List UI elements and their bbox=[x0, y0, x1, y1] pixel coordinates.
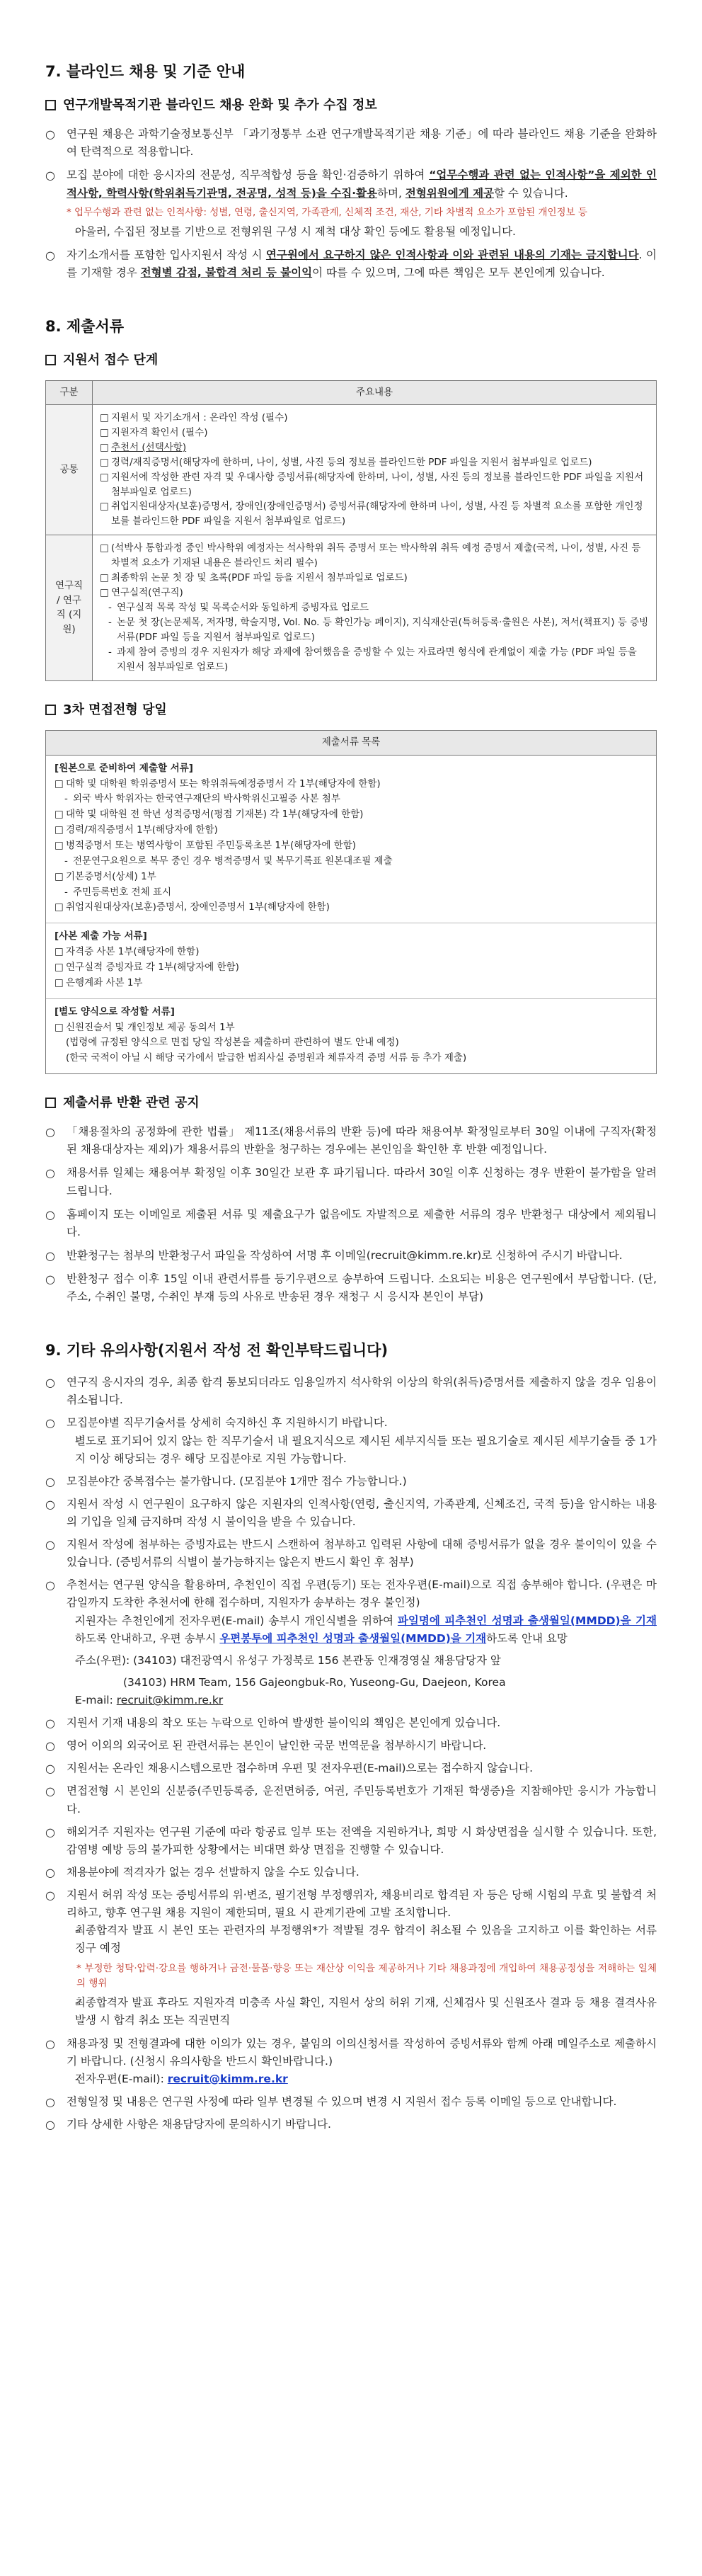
row-category: 연구직 / 연구직 (지원) bbox=[46, 535, 93, 680]
table-line: □ 지원서 및 자기소개서 : 온라인 작성 (필수) bbox=[100, 411, 649, 426]
table-line: □ 경력/재직증명서(해당자에 한하며, 나이, 성별, 사진 등의 정보를 블라인드한 PDF 파일을 지원서 첨부파일로 업로드) bbox=[100, 455, 649, 470]
table-line: □ 지원자격 확인서 (필수) bbox=[100, 426, 649, 440]
list-item: ○ 홈페이지 또는 이메일로 제출된 서류 및 제출요구가 없음에도 자발적으로 제출한 서류의 경우 반환청구 대상에서 제외됩니다. bbox=[45, 1206, 657, 1241]
docs-group-form: [별도 양식으로 작성할 서류] □ 신원진술서 및 개인정보 제공 동의서 1부 (법령에 규정된 양식으로 면접 당일 작성본을 제출하며 관련하여 별도 안내 예정) (한국 국적이 아닐 시 해당 국가에서 발급한 범죄사실 증명원과 체류자격 증명 서류 등 추가 제출) bbox=[46, 999, 656, 1073]
section-8-subtitle-1: 지원서 접수 단계 bbox=[45, 350, 657, 370]
list-item: ○ 영어 이외의 외국어로 된 관련서류는 본인이 날인한 국문 번역문을 첨부하시기 바랍니다. bbox=[45, 1737, 657, 1755]
table-line: □ 추천서 (선택사항) bbox=[100, 440, 649, 455]
section-8-title: 8. 제출서류 bbox=[45, 317, 125, 335]
list-item: ○ 반환청구 접수 이후 15일 이내 관련서류를 등기우편으로 송부하여 드립니다. 소요되는 비용은 연구원에서 부담합니다. (단, 주소, 수취인 불명, 수취인 부재 등의 사유로 반송된 경우 재청구 시 응시자 본인이 부담) bbox=[45, 1270, 657, 1306]
dash-line: - 지원자는 추천인에게 전자우편(E-mail) 송부시 개인식별을 위하여 파일명에 피추천인 성명과 출생월일(MMDD)을 기재하도록 안내하고, 우편 송부시 우편봉투에 피추천인 성명과 출생월일(MMDD)을 기재하도록 안내 요망 bbox=[67, 1612, 657, 1648]
dash-line: - 최종합격자 발표 시 본인 또는 관련자의 부정행위*가 적발될 경우 합격이 취소될 수 있음을 고지하고 이를 확인하는 서류 징구 예정 bbox=[67, 1922, 657, 1957]
section-7-list bbox=[45, 125, 657, 282]
table-row bbox=[46, 535, 657, 680]
table-line: □ 최종학위 논문 첫 장 및 초록(PDF 파일 등을 지원서 첨부파일로 업로드) bbox=[100, 571, 649, 586]
row-category: 공통 bbox=[46, 404, 93, 535]
address-en-line: (34103) HRM Team, 156 Gajeongbuk-Ro, Yuseong-Gu, Daejeon, Korea bbox=[123, 1675, 506, 1689]
list-item: ○ 모집분야별 직무기술서를 상세히 숙지하신 후 지원하시기 바랍니다. - 별도로 표기되어 있지 않는 한 직무기술서 내 필요지식으로 제시된 세부지식들 또는 필요기술로 제시된 세부기술들 중 1가지 이상 해당되는 경우 해당 모집분야로 지원 가능합니다. bbox=[45, 1414, 657, 1467]
table-row bbox=[46, 404, 657, 535]
list-item: ○ 지원서 허위 작성 또는 증빙서류의 위·변조, 필기전형 부정행위자, 채용비리로 합격된 자 등은 당해 시험의 무효 및 불합격 처리하고, 향후 연구원 채용 지원이 제한되며, 필요 시 관계기관에 고발 조치합니다. - 최종합격자 발표 시 본인 또는 관련자의 부정행위*가 적발될 경우 합격이 취소될 수 있음을 고지하고 이를 확인하는 서류 징구 예정 * 부정한 청탁·압력·강요를 행하거나 금전·물품·향응 또는 재산상 이익을 제공하거나 기타 채용과정에 개입하여 채용공정성을 저해하는 일체의 행위 - 최종합격자 발표 후라도 지원자격 미충족 사실 확인, 지원서 상의 허위 기재, 신체검사 및 신원조사 결과 등 채용 결격사유 발생 시 합격 취소 또는 직권면직 bbox=[45, 1886, 657, 2030]
table-dash-line: - 과제 참여 증빙의 경우 지원자가 해당 과제에 참여했음을 증빙할 수 있는 자료라면 형식에 관계없이 제출 가능 (PDF 파일 등을 지원서 첨부파일로 업로드) bbox=[100, 645, 649, 675]
section-9-list bbox=[45, 1374, 657, 2133]
table-line: □ 연구실적(연구직) bbox=[100, 586, 649, 600]
list-item: ○ 추천서는 연구원 양식을 활용하며, 추천인이 직접 우편(등기) 또는 전자우편(E-mail)으로 직접 송부해야 합니다. (우편은 마감일까지 도착한 추천서에 한해 접수하며, 지원자가 송부하는 경우 불인정) - 지원자는 추천인에게 전자우편(E-mail) 송부시 개인식별을 위하여 파일명에 피추천인 성명과 출생월일(MMDD)을 기재하도록 안내하고, 우편 송부시 우편봉투에 피추천인 성명과 출생월일(MMDD)을 기재하도록 안내 요망 - 주소(우편): (34103) 대전광역시 유성구 가정북로 156 본관동 인재경영실 채용담당자 앞 (34103) HRM Team, 156 Gajeongbuk-Ro, Yuseong-Gu, Daejeon, Korea - E-mail: recruit@kimm.re.kr bbox=[45, 1576, 657, 1709]
table-dash-line: - 연구실적 목록 작성 및 목록순서와 동일하게 증빙자료 업로드 bbox=[100, 600, 649, 615]
section-7-title: 7. 블라인드 채용 및 기준 안내 bbox=[45, 63, 246, 80]
docs-group-copy: [사본 제출 가능 서류] □ 자격증 사본 1부(해당자에 한함) □ 연구실적 증빙자료 각 1부(해당자에 한함) □ 은행계좌 사본 1부 bbox=[46, 923, 656, 998]
section-8-subtitle-3: 제출서류 반환 관련 공지 bbox=[45, 1093, 657, 1113]
email-link[interactable]: recruit@kimm.re.kr bbox=[116, 1694, 224, 1707]
list-item: ○ 자기소개서를 포함한 입사지원서 작성 시 연구원에서 요구하지 않은 인적사항과 이와 관련된 내용의 기재는 금지합니다. 이를 기재할 경우 전형별 감점, 불합격 처리 등 불이익이 따를 수 있으며, 그에 따른 책임은 모두 본인에게 있습니다. bbox=[45, 246, 657, 282]
list-item: ○ 「채용절차의 공정화에 관한 법률」 제11조(채용서류의 반환 등)에 따라 채용여부 확정일로부터 30일 이내에 구직자(확정된 채용대상자는 제외)가 채용서류의 반환을 청구하는 경우에는 본인임을 확인한 후 반환 예정입니다. bbox=[45, 1123, 657, 1158]
table-header: 구분 bbox=[46, 381, 93, 405]
list-item: ○ 모집 분야에 대한 응시자의 전문성, 직무적합성 등을 확인·검증하기 위하여 “업무수행과 관련 없는 인적사항”을 제외한 인적사항, 학력사항(학위취득기관명, 전공명, 성적 등)을 수집·활용하며, 전형위원에게 제공할 수 있습니다. * 업무수행과 관련 없는 인적사항: 성별, 연령, 출신지역, 가족관계, 신체적 조건, 재산, 기타 차별적 요소가 포함된 개인정보 등 - 아울러, 수집된 정보를 기반으로 전형위원 구성 시 제척 대상 확인 등에도 활용될 예정입니다. bbox=[45, 166, 657, 240]
section-9-title: 9. 기타 유의사항(지원서 작성 전 확인부탁드립니다) bbox=[45, 1342, 389, 1360]
list-item: ○ 해외거주 지원자는 연구원 기준에 따라 항공료 일부 또는 전액을 지원하거나, 희망 시 화상면접을 실시할 수 있습니다. 또한, 감염병 예방 등의 불가피한 상황에서는 비대면 화상 면접을 진행할 수 있습니다. bbox=[45, 1823, 657, 1859]
application-docs-table bbox=[45, 380, 657, 681]
table-header: 주요내용 bbox=[93, 381, 657, 405]
square-bullet-icon bbox=[45, 100, 56, 110]
list-item: ○ 연구직 응시자의 경우, 최종 합격 통보되더라도 임용일까지 석사학위 이상의 학위(취득)증명서를 제출하지 않을 경우 임용이 취소됩니다. bbox=[45, 1374, 657, 1409]
address-line: - 주소(우편): (34103) 대전광역시 유성구 가정북로 156 본관동 인재경영실 채용담당자 앞 bbox=[67, 1652, 657, 1670]
list-item: ○ 반환청구는 첨부의 반환청구서 파일을 작성하여 서명 후 이메일(recruit@kimm.re.kr)로 신청하여 주시기 바랍니다. bbox=[45, 1247, 657, 1265]
table-line: □ (석박사 통합과정 중인 박사학위 예정자는 석사학위 취득 증명서 또는 박사학위 취득 예정 증명서 제출(국적, 나이, 성별, 사진 등 차별적 요소가 기재된 내용은 블라인드 처리 필수) bbox=[100, 541, 649, 571]
square-bullet-icon bbox=[45, 355, 56, 365]
table-dash-line: - 논문 첫 장(논문제목, 저자명, 학술지명, Vol. No. 등 확인가능 페이지), 지식재산권(특허등록·출원은 사본), 저서(책표지) 등 증빙서류(PDF 파일 등을 지원서 첨부파일로 업로드) bbox=[100, 615, 649, 645]
list-item: ○ 지원서는 온라인 채용시스템으로만 접수하며 우편 및 전자우편(E-mail)으로는 접수하지 않습니다. bbox=[45, 1760, 657, 1777]
list-item: ○ 모집분야간 중복접수는 불가합니다. (모집분야 1개만 접수 가능합니다.) bbox=[45, 1473, 657, 1491]
list-item: ○ 연구원 채용은 과학기술정보통신부 「과기정통부 소관 연구개발목적기관 채용 기준」에 따라 블라인드 채용 기준을 완화하여 탄력적으로 적용합니다. bbox=[45, 125, 657, 161]
section-7-subtitle: 연구개발목적기관 블라인드 채용 완화 및 추가 수집 정보 bbox=[45, 95, 657, 115]
list-item: ○ 기타 상세한 사항은 채용담당자에 문의하시기 바랍니다. bbox=[45, 2116, 657, 2133]
list-item: ○ 채용분야에 적격자가 없는 경우 선발하지 않을 수도 있습니다. bbox=[45, 1864, 657, 1881]
return-notice-list bbox=[45, 1123, 657, 1306]
list-item: ○ 지원서 작성에 첨부하는 증빙자료는 반드시 스캔하여 첨부하고 입력된 사항에 대해 증빙서류가 없을 경우 불이익이 있을 수 있습니다. (증빙서류의 식별이 불가능하지는 않은지 반드시 확인 후 첨부) bbox=[45, 1536, 657, 1571]
list-item: ○ 전형일정 및 내용은 연구원 사정에 따라 일부 변경될 수 있으며 변경 시 지원서 접수 등록 이메일 등으로 안내합니다. bbox=[45, 2093, 657, 2111]
list-item: ○ 채용서류 일체는 채용여부 확정일 이후 30일간 보관 후 파기됩니다. 따라서 30일 이후 신청하는 경우 반환이 불가함을 알려드립니다. bbox=[45, 1164, 657, 1199]
email-link[interactable]: recruit@kimm.re.kr bbox=[167, 2072, 288, 2085]
interview-docs-box bbox=[45, 730, 657, 1074]
table-line: □ 취업지원대상자(보훈)증명서, 장애인(장애인증명서) 증빙서류(해당자에 한하며 나이, 성별, 사진 등 차별적 요소를 포함한 개인정보를 블라인드한 PDF 파일을 지원서 첨부파일로 업로드) bbox=[100, 499, 649, 529]
list-item: ○ 채용과정 및 전형결과에 대한 이의가 있는 경우, 붙임의 이의신청서를 작성하여 증빙서류와 함께 아래 메일주소로 제출하시기 바랍니다. (신청시 유의사항을 반드시 확인바랍니다.) - 전자우편(E-mail): recruit@kimm.re.kr bbox=[45, 2035, 657, 2088]
section-8-subtitle-2: 3차 면접전형 당일 bbox=[45, 700, 657, 720]
list-item: ○ 면접전형 시 본인의 신분증(주민등록증, 운전면허증, 여권, 주민등록번호가 기재된 학생증)을 지참해야만 응시가 가능합니다. bbox=[45, 1782, 657, 1818]
email-line: - E-mail: recruit@kimm.re.kr bbox=[67, 1692, 657, 1709]
email-line: - 전자우편(E-mail): recruit@kimm.re.kr bbox=[67, 2070, 657, 2088]
table-line: □ 지원서에 작성한 관련 자격 및 우대사항 증빙서류(해당자에 한하며, 나이, 성별, 사진 등의 정보를 블라인드한 PDF 파일을 지원서 첨부파일로 업로드) bbox=[100, 470, 649, 500]
square-bullet-icon bbox=[45, 1098, 56, 1108]
docs-group-original: [원본으로 준비하여 제출할 서류] □ 대학 및 대학원 학위증명서 또는 학위취득예정증명서 각 1부(해당자에 한함) - 외국 박사 학위자는 한국연구재단의 박사학위신고필증 사본 첨부 □ 대학 및 대학원 전 학년 성적증명서(평점 기재본) 각 1부(해당자에 한함) □ 경력/재직증명서 1부(해당자에 한함) □ 병적증명서 또는 병역사항이 포함된 주민등록초본 1부(해당자에 한함) - 전문연구요원으로 복무 중인 경우 병적증명서 및 복무기록표 원본대조필 제출 □ 기본증명서(상세) 1부 - 주민등록번호 전체 표시 □ 취업지원대상자(보훈)증명서, 장애인증명서 1부(해당자에 한함) bbox=[46, 756, 656, 924]
list-item: ○ 지원서 작성 시 연구원이 요구하지 않은 지원자의 인적사항(연령, 출신지역, 가족관계, 신체조건, 국적 등)을 암시하는 내용의 기입을 일체 금지하며 작성 시 불이익을 받을 수 있습니다. bbox=[45, 1495, 657, 1531]
list-header: 제출서류 목록 bbox=[46, 731, 656, 756]
list-item: ○ 지원서 기재 내용의 착오 또는 누락으로 인하여 발생한 불이익의 책임은 본인에게 있습니다. bbox=[45, 1714, 657, 1732]
dash-line: - 최종합격자 발표 후라도 지원자격 미충족 사실 확인, 지원서 상의 허위 기재, 신체검사 및 신원조사 결과 등 채용 결격사유 발생 시 합격 취소 또는 직권면직 bbox=[67, 1994, 657, 2029]
dash-line: - 별도로 표기되어 있지 않는 한 직무기술서 내 필요지식으로 제시된 세부지식들 또는 필요기술로 제시된 세부기술들 중 1가지 이상 해당되는 경우 해당 모집분야로 지원 가능합니다. bbox=[67, 1432, 657, 1468]
dash-line: - 아울러, 수집된 정보를 기반으로 전형위원 구성 시 제척 대상 확인 등에도 활용될 예정입니다. bbox=[67, 223, 657, 241]
square-bullet-icon bbox=[45, 705, 56, 715]
red-note: * 부정한 청탁·압력·강요를 행하거나 금전·물품·향응 또는 재산상 이익을 제공하거나 기타 채용과정에 개입하여 채용공정성을 저해하는 일체의 행위 bbox=[76, 1963, 657, 1990]
red-note: * 업무수행과 관련 없는 인적사항: 성별, 연령, 출신지역, 가족관계, 신체적 조건, 재산, 기타 차별적 요소가 포함된 개인정보 등 bbox=[67, 206, 587, 218]
